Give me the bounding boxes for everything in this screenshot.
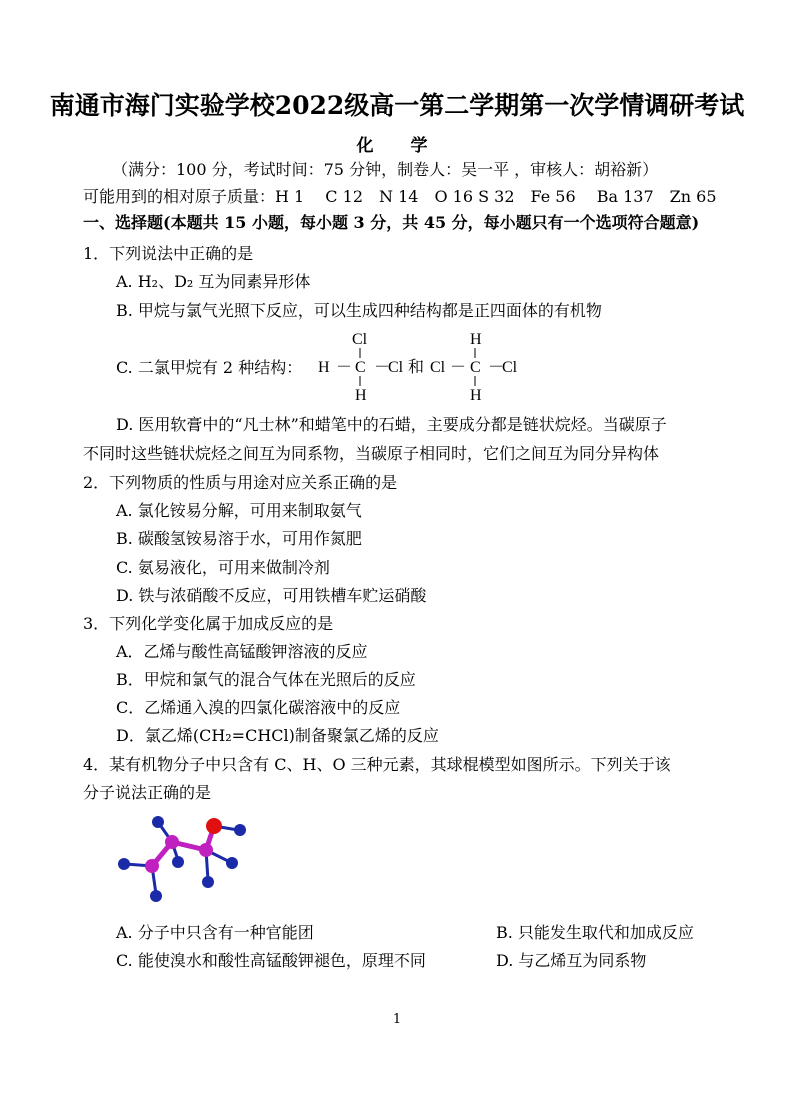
hydrogen-atom-6	[226, 857, 238, 869]
carbon-atom-3	[145, 859, 159, 873]
question-1-stem: 1．下列说法中正确的是	[83, 244, 254, 263]
formula-left-h: H	[318, 359, 330, 376]
question-1-option-a: A. H₂、D₂ 互为同素异形体	[116, 272, 311, 291]
atomic-mass-list: 可能用到的相对原子质量：H 1 C 12 N 14 O 16 S 32 Fe 56 Ba 137 Zn 65	[83, 187, 717, 206]
formula-and: 和	[408, 359, 425, 376]
hydrogen-atom-3	[118, 858, 130, 870]
formula-right-dash-2: －	[488, 359, 505, 376]
ball-and-stick-model	[110, 808, 250, 908]
question-2-option-d: D. 铁与浓硝酸不反应，可用铁槽车贮运硝酸	[116, 586, 427, 605]
question-3-stem: 3．下列化学变化属于加成反应的是	[83, 614, 334, 633]
question-1-option-d-line2: 不同时这些链状烷烃之间互为同系物，当碳原子相同时，它们之间互为同分异构体	[83, 444, 660, 463]
carbon-atom-2	[199, 843, 213, 857]
page-number: 1	[392, 1012, 402, 1027]
hydrogen-atom-7	[234, 824, 246, 836]
formula-left-cl: Cl	[388, 359, 404, 376]
question-2-option-a: A. 氯化铵易分解，可用来制取氨气	[116, 501, 362, 520]
exam-title: 南通市海门实验学校2022级高一第二学期第一次学情调研考试	[49, 91, 745, 120]
question-3-option-a: A．乙烯与酸性高锰酸钾溶液的反应	[116, 642, 368, 661]
formula-right-c: C	[470, 359, 481, 376]
formula-left-bottom: H	[355, 387, 367, 404]
formula-right-cl2: Cl	[502, 359, 518, 376]
hydrogen-atom-2	[172, 856, 184, 868]
formula-right-dash: －	[450, 359, 467, 376]
question-1-option-d-line1: D. 医用软膏中的“凡士林”和蜡笔中的石蜡，主要成分都是链状烷烃。当碳原子	[116, 415, 667, 434]
hydrogen-atom-5	[202, 876, 214, 888]
formula-right-cl1: Cl	[430, 359, 446, 376]
question-4-option-a: A. 分子中只含有一种官能团	[116, 923, 314, 942]
question-1-option-b: B. 甲烷与氯气光照下反应，可以生成四种结构都是正四面体的有机物	[116, 301, 602, 320]
hydrogen-atom-4	[150, 890, 162, 902]
question-1-option-c: C. 二氯甲烷有 2 种结构：	[116, 358, 303, 377]
exam-info: （满分：100 分，考试时间：75 分钟，制卷人：吴一平 ，审核人：胡裕新）	[112, 160, 659, 179]
oxygen-atom	[206, 818, 222, 834]
question-4-option-b: B. 只能发生取代和加成反应	[496, 923, 694, 942]
formula-left-c: C	[355, 359, 366, 376]
hydrogen-atom-1	[152, 816, 164, 828]
formula-left-dash-2: －	[374, 359, 391, 376]
question-3-option-c: C．乙烯通入溴的四氯化碳溶液中的反应	[116, 698, 401, 717]
question-3-option-b: B．甲烷和氯气的混合气体在光照后的反应	[116, 670, 416, 689]
formula-right-bottom: H	[470, 387, 482, 404]
question-3-option-d: D．氯乙烯(CH₂=CHCl)制备聚氯乙烯的反应	[116, 726, 439, 745]
formula-right-top: H	[470, 331, 482, 348]
question-2-option-b: B. 碳酸氢铵易溶于水，可用作氮肥	[116, 529, 362, 548]
question-4-option-d: D. 与乙烯互为同系物	[496, 951, 647, 970]
formula-left-dash: －	[336, 359, 353, 376]
formula-left-top: Cl	[352, 331, 368, 348]
carbon-atom-1	[165, 835, 179, 849]
question-4-stem-line1: 4．某有机物分子中只含有 C、H、O 三种元素，其球棍模型如图所示。下列关于该	[83, 755, 671, 774]
section-heading: 一、选择题(本题共 15 小题，每小题 3 分，共 45 分，每小题只有一个选项符合题意)	[83, 213, 700, 232]
question-2-stem: 2．下列物质的性质与用途对应关系正确的是	[83, 473, 398, 492]
question-4-option-c: C. 能使溴水和酸性高锰酸钾褪色，原理不同	[116, 951, 426, 970]
subject-heading: 化 学	[356, 136, 438, 156]
question-4-stem-line2: 分子说法正确的是	[83, 783, 212, 802]
dichloromethane-formulas	[310, 328, 550, 408]
question-2-option-c: C. 氨易液化，可用来做制冷剂	[116, 558, 330, 577]
